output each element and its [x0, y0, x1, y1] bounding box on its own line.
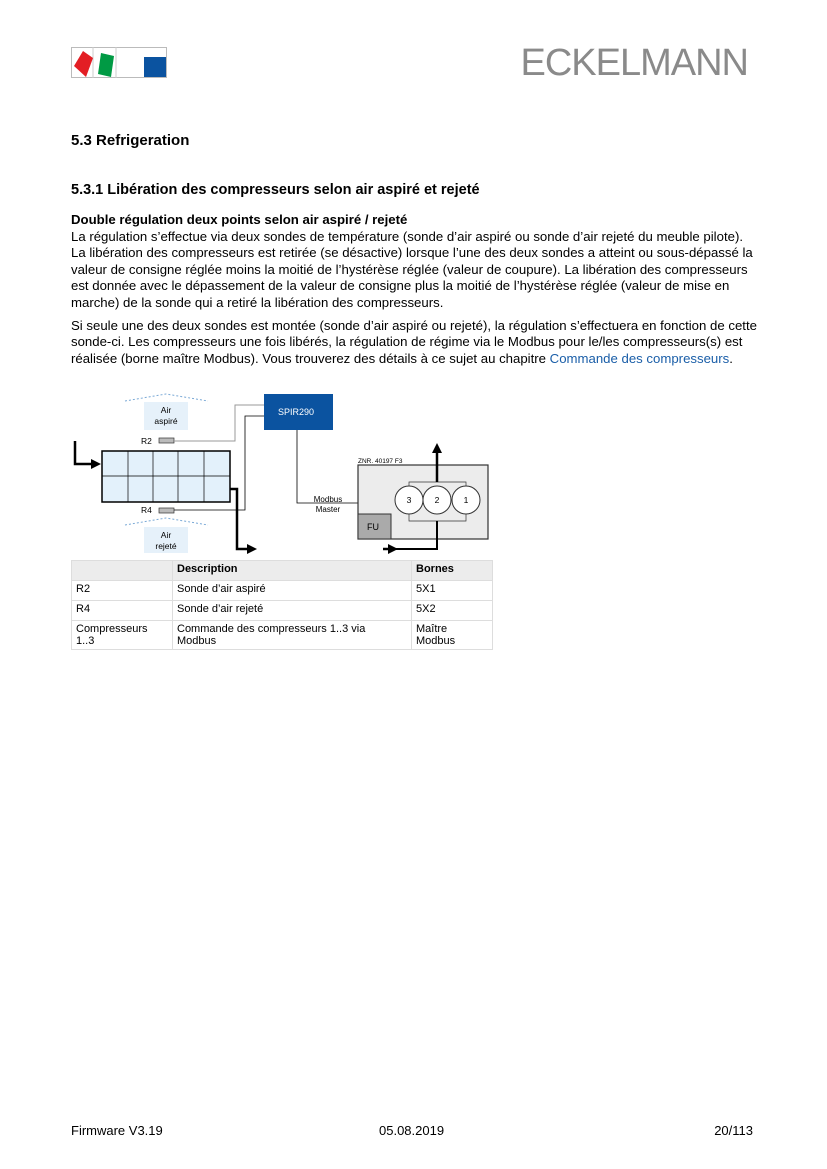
- cell: Compresseurs 1..3: [72, 621, 173, 650]
- cell: Commande des compresseurs 1..3 via Modbus: [173, 621, 412, 650]
- footer-page: 20/113: [714, 1123, 753, 1138]
- compressor-1: [452, 486, 480, 514]
- cell: 5X1: [412, 581, 493, 601]
- paragraph-1: La régulation s’effectue via deux sondes de température (sonde d’air aspiré ou sonde d’air rejeté du meuble pilote). La libération des compresseurs est retirée (se désactive) lorsque l’une des deux sondes a atteint ou sous-dépassé la valeur de consigne réglée moins la moitié de l’hystérèse réglée (valeur de coupure). La libération des compresseurs est donnée avec le dépassement de la valeur de consigne plus la moitié de l’hystérèse réglée (valeur de mise en marche) de la sonde qui a retiré la libération des compresseurs.: [71, 228, 753, 310]
- r4-label: R4: [141, 505, 152, 515]
- modbus-label: Modbus: [313, 495, 343, 504]
- air-out-arrow: [125, 518, 208, 553]
- brand-name: ECKELMANN: [520, 42, 748, 84]
- cell: R4: [72, 601, 173, 621]
- master-label: Master: [315, 505, 341, 514]
- link-commande-compresseurs[interactable]: Commande des compresseurs: [549, 350, 730, 366]
- cell: R2: [72, 581, 173, 601]
- period: .: [729, 350, 733, 366]
- paragraph-2: Si seule une des deux sondes est montée (sonde d’air aspiré ou rejeté), la régulation s’effectuera en fonction de cette sonde-ci. Les compresseurs une fois libérés, la régulation de régime via le Modbus pour le/les compresseurs(s) est réalisée (borne maître Modbus). Vous trouverez des détails à ce sujet au chapitre: [71, 317, 757, 366]
- refrigeration-diagram: [60, 385, 500, 560]
- cell: Sonde d’air aspiré: [173, 581, 412, 601]
- svg-text:3: 3: [406, 495, 412, 505]
- table-header: [72, 561, 493, 581]
- header-description: Description: [173, 561, 412, 581]
- table-row: [72, 601, 493, 621]
- eckelmann-logo: [71, 47, 167, 78]
- controller-label: SPIR290: [278, 407, 315, 417]
- compressor-3: [395, 486, 423, 514]
- air-in-arrow: [125, 394, 208, 430]
- r4-sensor: [159, 508, 174, 513]
- subsection-title: 5.3.1 Libération des compresseurs selon air aspiré et rejeté: [71, 182, 480, 198]
- body-text: [71, 212, 761, 373]
- display-case: [102, 451, 230, 502]
- cell: 5X2: [412, 601, 493, 621]
- table-row: [72, 581, 493, 601]
- table-row: [72, 621, 493, 650]
- air-out-label-2: rejeté: [155, 541, 177, 551]
- air-out-label: Air: [160, 530, 172, 540]
- r2-sensor: [159, 438, 174, 443]
- r2-label: R2: [141, 436, 152, 446]
- footer-version: Firmware V3.19: [71, 1123, 163, 1138]
- section-title: 5.3 Refrigeration: [71, 132, 190, 149]
- cell: Sonde d’air rejeté: [173, 601, 412, 621]
- header-empty: [72, 561, 173, 581]
- fu-label: FU: [367, 522, 379, 532]
- footer-date: 05.08.2019: [379, 1123, 445, 1138]
- svg-text:2: 2: [434, 495, 440, 505]
- znr-label: ZNR. 40197 F3: [358, 458, 403, 465]
- svg-text:1: 1: [463, 495, 469, 505]
- compressor-2: [423, 486, 451, 514]
- cell: Maître Modbus: [412, 621, 493, 650]
- air-in-label: Air: [160, 405, 172, 415]
- header-bornes: Bornes: [412, 561, 493, 581]
- air-in-label-2: aspiré: [154, 416, 178, 426]
- terminal-table: [71, 560, 493, 650]
- subheading: Double régulation deux points selon air aspiré / rejeté: [71, 212, 408, 227]
